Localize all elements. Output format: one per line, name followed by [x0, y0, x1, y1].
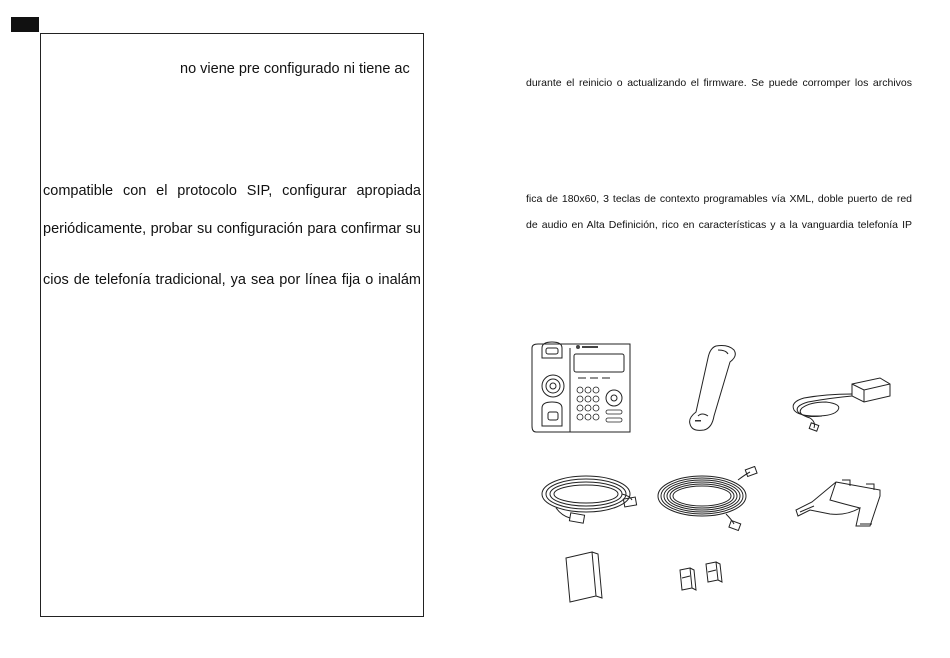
phone-stand-icon — [790, 476, 890, 532]
ip-phone-icon — [530, 338, 634, 436]
page-tab-marker — [11, 17, 39, 32]
handset-icon — [686, 342, 746, 434]
quick-guide-booklet-icon — [562, 548, 604, 606]
power-adapter-icon — [786, 372, 896, 432]
left-page-frame — [40, 33, 424, 617]
right-line-3: de audio en Alta Definición, rico en características y a la vanguardia telefonía IP — [526, 219, 912, 231]
right-line-2: fica de 180x60, 3 teclas de contexto programables vía XML, doble puerto de red — [526, 193, 912, 205]
left-line-2: compatible con el protocolo SIP, configurar apropiada — [43, 183, 421, 199]
right-line-1: durante el reinicio o actualizando el firmware. Se puede corromper los archivos — [526, 77, 912, 89]
coiled-handset-cord-icon — [650, 466, 760, 532]
wall-mount-clips-icon — [674, 558, 730, 598]
left-line-1: no viene pre configurado ni tiene ac — [180, 61, 410, 77]
left-line-3: periódicamente, probar su configuración para confirmar su — [43, 221, 421, 237]
left-line-4: cios de telefonía tradicional, ya sea por línea fija o inalám — [43, 272, 421, 288]
ethernet-cable-icon — [536, 466, 640, 528]
